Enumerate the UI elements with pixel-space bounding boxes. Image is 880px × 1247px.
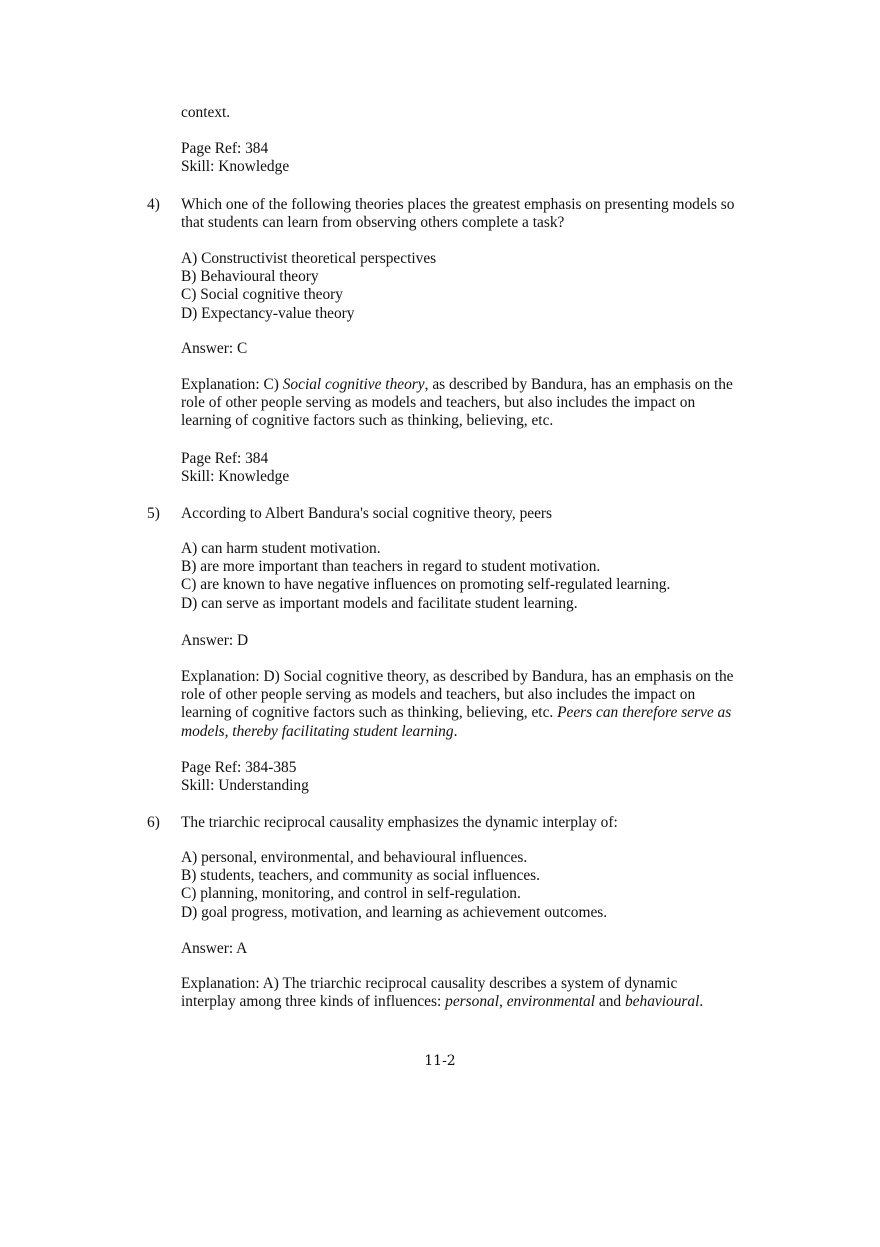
text-line: Explanation: A) The triarchic reciprocal causality describes a system of dynamic bbox=[181, 975, 678, 992]
text: learning of cognitive factors such as thinking, believing, etc. bbox=[181, 704, 558, 722]
answer-options bbox=[181, 849, 607, 922]
page-ref: Page Ref: 384 bbox=[181, 450, 269, 467]
text-line: role of other people serving as models and teachers, but also includes the impact on bbox=[181, 686, 696, 704]
explanation bbox=[181, 975, 703, 1011]
skill: Skill: Understanding bbox=[181, 777, 309, 795]
explanation bbox=[181, 668, 734, 741]
option: D) can serve as important models and facilitate student learning. bbox=[181, 594, 578, 612]
text: . bbox=[453, 722, 458, 740]
question-number: 4) bbox=[147, 196, 160, 213]
question-stem bbox=[181, 196, 735, 232]
text: interplay among three kinds of influences: bbox=[181, 993, 446, 1011]
text: , as described by Bandura, has an emphasis on the bbox=[424, 376, 733, 393]
emphasis: personal, environmental bbox=[445, 993, 596, 1011]
emphasis: Social cognitive theory bbox=[282, 376, 425, 393]
page-ref: Page Ref: 384 bbox=[181, 140, 269, 157]
explanation bbox=[181, 376, 733, 431]
option: B) Behavioural theory bbox=[181, 268, 319, 286]
option: A) Constructivist theoretical perspectives bbox=[181, 250, 437, 267]
text: Explanation: C) bbox=[181, 376, 283, 393]
question-stem bbox=[181, 505, 552, 523]
question-number: 6) bbox=[147, 814, 160, 831]
prev-meta bbox=[181, 140, 289, 176]
text-line: learning of cognitive factors such as thinking, believing, etc. bbox=[181, 412, 554, 430]
answer: Answer: D bbox=[181, 632, 249, 649]
option: D) goal progress, motivation, and learning as achievement outcomes. bbox=[181, 903, 608, 921]
option: A) personal, environmental, and behavioural influences. bbox=[181, 849, 528, 866]
option: B) are more important than teachers in regard to student motivation. bbox=[181, 558, 601, 576]
meta bbox=[181, 450, 289, 486]
question-number: 5) bbox=[147, 505, 160, 522]
option: D) Expectancy-value theory bbox=[181, 304, 355, 322]
emphasis: behavioural bbox=[624, 993, 700, 1011]
answer-options bbox=[181, 250, 436, 323]
option: A) can harm student motivation. bbox=[181, 540, 381, 557]
text-line: Which one of the following theories places the greatest emphasis on presenting models so bbox=[181, 196, 735, 213]
meta bbox=[181, 759, 309, 795]
option: C) Social cognitive theory bbox=[181, 286, 343, 304]
page-number: 11-2 bbox=[424, 1053, 456, 1069]
text-line: According to Albert Bandura's social cognitive theory, peers bbox=[181, 505, 553, 522]
answer-options bbox=[181, 540, 670, 613]
option: C) planning, monitoring, and control in self-regulation. bbox=[181, 885, 521, 903]
answer: Answer: C bbox=[181, 340, 248, 357]
question-stem bbox=[181, 814, 618, 832]
text-line: The triarchic reciprocal causality emphasizes the dynamic interplay of: bbox=[181, 814, 618, 831]
text-line: context. bbox=[181, 104, 231, 121]
prev-explanation-tail bbox=[181, 104, 230, 122]
option: C) are known to have negative influences on promoting self-regulated learning. bbox=[181, 576, 671, 594]
emphasis: models, thereby facilitating student learning bbox=[181, 722, 454, 740]
text-line: that students can learn from observing others complete a task? bbox=[181, 214, 565, 232]
text: . bbox=[699, 993, 704, 1011]
skill: Skill: Knowledge bbox=[181, 468, 290, 486]
skill: Skill: Knowledge bbox=[181, 158, 290, 176]
answer: Answer: A bbox=[181, 940, 248, 957]
text-line: Explanation: D) Social cognitive theory, as described by Bandura, has an emphasis on the bbox=[181, 668, 734, 685]
option: B) students, teachers, and community as social influences. bbox=[181, 867, 541, 885]
emphasis: Peers can therefore serve as bbox=[557, 704, 732, 722]
text: and bbox=[595, 993, 625, 1011]
page-ref: Page Ref: 384-385 bbox=[181, 759, 297, 776]
text-line: role of other people serving as models and teachers, but also includes the impact on bbox=[181, 394, 696, 412]
